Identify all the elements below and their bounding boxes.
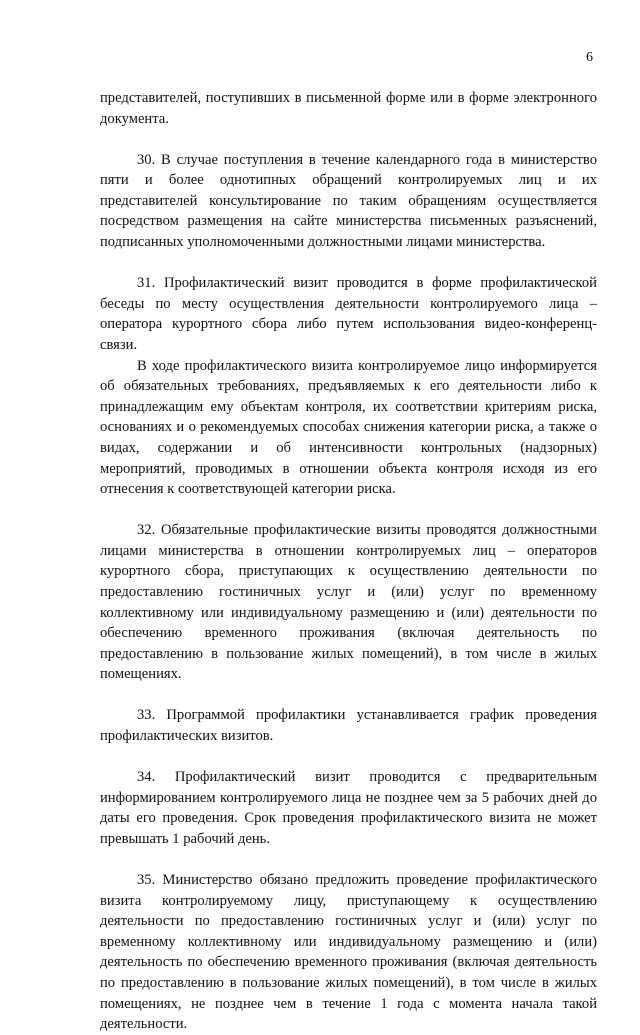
paragraph-item-35: 35. Министерство обязано предложить проведение профилактического визита контролируемому лицу, приступающему к осуществлению деятельности по предоставлению гостиничных услуг и (или) услуг по временному коллективному или индивидуальному размещению и (или) деятельность по обеспечению временного проживания (включая деятельность по предоставлению в пользование жилых помещений), в том числе в жилых помещениях, не позднее чем в течение 1 года с момента начала такой деятельности. bbox=[100, 872, 597, 1033]
paragraph-item-31-continued: В ходе профилактического визита контролируемое лицо информируется об обязательных требованиях, предъявляемых к его деятельности либо к принадлежащим ему объектам контроля, их соответствии критериям риска, основаниях и о рекомендуемых способах снижения категории риска, а также о видах, содержании и об интенсивности контрольных (надзорных) мероприятий, проводимых в отношении объекта контроля исходя из его отнесения к соответствующей категории риска. bbox=[100, 357, 597, 498]
page-number: 6 bbox=[586, 50, 593, 65]
document-body bbox=[100, 88, 597, 1035]
paragraph-item-31: 31. Профилактический визит проводится в форме профилактической беседы по месту осуществления деятельности контролируемого лица – оператора курортного сбора либо путем использования видео-конференц-связи. bbox=[100, 275, 597, 353]
paragraph: представителей, поступивших в письменной форме или в форме электронного документа. bbox=[100, 90, 597, 127]
paragraph-item-30: 30. В случае поступления в течение календарного года в министерство пяти и более однотипных обращений контролируемых лиц и их представителей консультирование по таким обращениям осуществляется посредством размещения на сайте министерства письменных разъяснений, подписанных уполномоченными должностными лицами министерства. bbox=[100, 151, 597, 251]
paragraph-item-34: 34. Профилактический визит проводится с предварительным информированием контролируемого лица не позднее чем за 5 рабочих дней до даты его проведения. Срок проведения профилактического визита не может превышать 1 рабочий день. bbox=[100, 769, 597, 847]
paragraph-item-33: 33. Программой профилактики устанавливается график проведения профилактических визитов. bbox=[100, 707, 597, 745]
paragraph-item-32: 32. Обязательные профилактические визиты проводятся должностными лицами министерства в отношении контролируемых лиц – операторов курортного сбора, приступающих к осуществлению деятельности по предоставлению гостиничных услуг и (или) услуг по временному коллективному или индивидуальному размещению и (или) деятельности по обеспечению временного проживания (включая деятельность по предоставлению в пользование жилых помещений), в том числе в жилых помещениях. bbox=[100, 522, 597, 683]
